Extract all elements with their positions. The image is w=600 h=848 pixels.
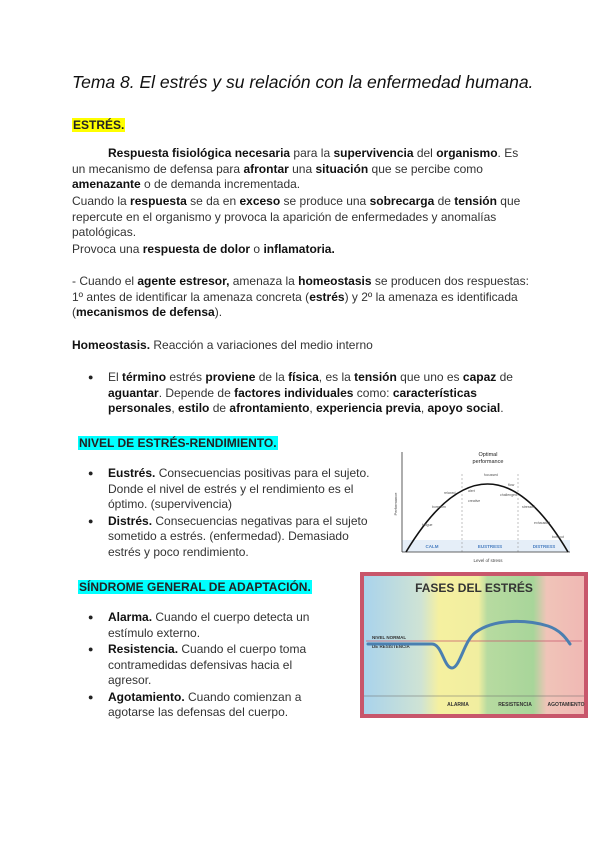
curve-label: fatigue	[422, 523, 433, 527]
curve-label: burnout	[552, 535, 564, 539]
heading-text: ESTRÉS.	[73, 118, 125, 132]
list-item: ● Eustrés. Consecuencias positivas para el sujeto. Donde el nivel de estrés y el rendimiento es el óptimo. (supervivencia)	[88, 466, 376, 513]
normal-level-label: DE RESISTENCIA	[372, 644, 410, 649]
bullet-list-term	[88, 370, 530, 418]
phase-label-alarma: ALARMA	[447, 702, 469, 708]
curve-label: boredom	[432, 505, 446, 509]
curve-label: focussed	[484, 473, 499, 477]
curve-label: stressed	[522, 505, 536, 509]
bullet-list-phases	[88, 610, 334, 722]
phase-label-agotamiento: AGOTAMIENTO	[547, 702, 585, 708]
list-item: ● El término estrés proviene de la física, es la tensión que uno es capaz de aguantar. Depende de factores individuales como: características personales, estilo de afrontamiento, experiencia previa, apoyo social.	[88, 370, 530, 417]
curve-label: flow	[508, 483, 515, 487]
phase-label-resistencia: RESISTENCIA	[498, 702, 532, 708]
stress-performance-chart	[392, 446, 572, 566]
section-heading-sindrome	[78, 578, 312, 596]
curve-label: creative	[468, 499, 481, 503]
section-heading-estres	[72, 116, 125, 134]
list-item: ● Resistencia. Cuando el cuerpo toma contramedidas defensivas hacia el agresor.	[88, 642, 334, 689]
zone-label-calm: CALM	[425, 544, 439, 549]
paragraph-excess: Cuando la respuesta se da en exceso se produce una sobrecarga de tensión que repercute en el organismo y provoca la aparición de enfermedades y anomalías patológicas.	[72, 194, 521, 239]
list-item: ● Distrés. Consecuencias negativas para el sujeto sometido a estrés. (enfermedad). Demasiado estrés y poco rendimiento.	[88, 514, 376, 561]
bullet-list-stress-level	[88, 466, 376, 561]
curve-label: exhausted	[534, 521, 551, 525]
section-heading-nivel	[78, 434, 278, 452]
y-axis-label: Performance	[393, 492, 398, 516]
heading-text: NIVEL DE ESTRÉS-RENDIMIENTO.	[79, 436, 277, 450]
curve-label: relaxed	[444, 491, 456, 495]
normal-level-label: NIVEL NORMAL	[372, 635, 407, 640]
page-title: Tema 8. El estrés y su relación con la enfermedad humana.	[72, 72, 534, 92]
paragraph-pain: Provoca una respuesta de dolor o inflamatoria.	[72, 242, 335, 256]
figure-title: FASES DEL ESTRÉS	[415, 581, 533, 595]
paragraph-definition: Respuesta fisiológica necesaria para la supervivencia del organismo. Es un mecanismo de defensa para afrontar una situación que se percibe como amenazante o de demanda incrementada.	[72, 146, 519, 191]
zone-label-eustress: EUSTRESS	[477, 544, 503, 549]
list-item: ● Alarma. Cuando el cuerpo detecta un estímulo externo.	[88, 610, 334, 641]
paragraph-homeostasis: Homeostasis. Reacción a variaciones del medio interno	[72, 338, 373, 352]
peak-label: Optimal	[478, 452, 498, 458]
peak-label: performance	[472, 459, 504, 465]
paragraph-stressor: - Cuando el agente estresor, amenaza la homeostasis se producen dos respuestas: 1º antes de identificar la amenaza concreta (estrés) y 2º la amenaza es identificada (mecanismos de defensa).	[72, 274, 529, 319]
heading-text: SÍNDROME GENERAL DE ADAPTACIÓN.	[79, 580, 311, 594]
list-item: ● Agotamiento. Cuando comienzan a agotarse las defensas del cuerpo.	[88, 690, 334, 721]
zone-label-distress: DISTRESS	[532, 544, 556, 549]
stress-phases-figure	[360, 572, 588, 718]
curve-label: alert	[468, 489, 475, 493]
curve-label: challenged	[500, 493, 517, 497]
x-axis-label: Level of stress	[473, 558, 503, 563]
